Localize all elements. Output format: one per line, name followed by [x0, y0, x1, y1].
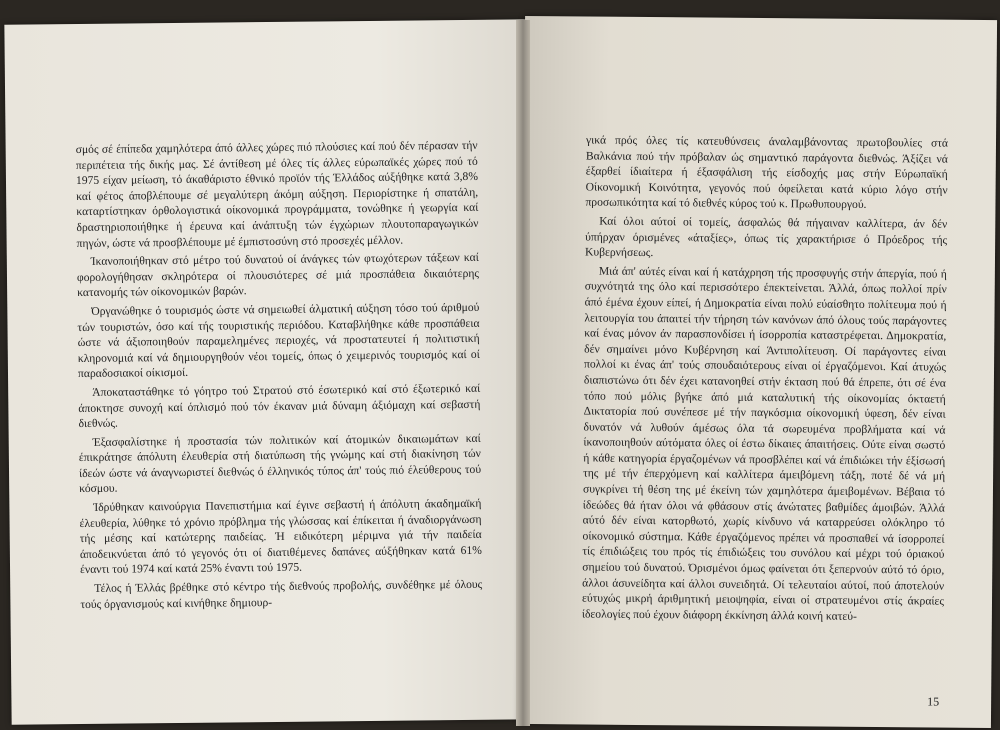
paragraph: Ίδρύθηκαν καινούργια Πανεπιστήμια καί έγινε σεβαστή ή άπόλυτη άκαδημαϊκή έλευθερία, λύθηκε τό χρόνιο πρόβλημα τής γλώσσας καί έπίκειται ή άναδιοργάνωση τής μέσης καί κατώτερης παιδείας. Ή ειδικότερη μέριμνα γιά τήν παιδεία άποδεικνύεται άπό τό γεγονός ότι οί διατιθέμενες δαπάνες αύξήθηκαν κατά 61% έναντι τού 1974 καί κατά 25% έναντι τού 1975. [79, 496, 482, 577]
right-page [519, 16, 997, 728]
page-number: 15 [927, 694, 940, 709]
paragraph: Μιά άπ' αύτές είναι καί ή κατάχρηση τής προσφυγής στήν άπεργία, πού ή συχνότητά της όλο καί περισσότερο έπεκτείνεται. Άλλά, όπως πολλοί πρίν άπό έμένα έχουν είπεί, ή Δημοκρατία είναι πολύ εύαίσθητο πολίτευμα πού ή λειτουργία του άπαιτεί τήν τήρηση τών κανόνων άπό όλους τούς παράγοντες καί ένας μόνον άν παρασπονδίσει ή ίσορροπία καταστρέφεται. Δημοκρατία, δέν σημαίνει μόνο Κυβέρνηση καί Άντιπολίτευση. Οί παράγοντες είναι πολλοί κι ένας άπ' τούς σπουδαιότερους είναι οί έργαζόμενοι. Καί άτυχώς διαπιστώνω ότι δέν έχει κατανοηθεί στήν έκταση πού θά έπρεπε, ότι σέ ένα τόπο πού μόλις βγήκε άπό μιά καταλυτική τής οίκονομίας όκταετή Δικτατορία πού συνέπεσε μέ τήν παγκόσμια οίκονομική ύφεση, δέν είναι δυνατόν νά λυθούν άμέσως όλα τά σωρευμένα προβλήματα καί νά ίκανοποιηθούν αύτόματα όλες οί έστω δίκαιες άπαιτήσεις. Ούτε είναι σωστό ή κάθε κατηγορία έργαζομένων νά προσβλέπει καί νά έπιδιώκει τήν έξίσωσή της μέ τήν έπερχόμενη καί καλλίτερα άμειβόμενη τάξη, ποτέ δέ νά μή συγκρίνει τή θέση της μέ έκείνη τών χαμηλότερα άμειβομένων. Βέβαια τό ίδεώδες θά ήταν όλοι νά φθάσουν στίς άνώτατες βαθμίδες άμοιβών. Άλλά αύτό δέν είναι κατορθωτό, χωρίς κίνδυνο νά καταρρεύσει ολόκληρο τό οίκονομικό σύστημα. Κάθε έργαζόμενος πρέπει νά προσπαθεί νά ίσορροπεί τίς έπιδιώξεις του πρός τίς έπιδιώξεις του συνόλου καί μέχρι τού όριακού σημείου τού δυνατού. Όρισμένοι όμως φαίνεται ότι ξεπερνούν αύτό τό όριο, άλλοι άσυνείδητα καί άλλοι συνειδητά. Οί τελευταίοι αύτοί, πού άποτελούν εύτυχώς μικρή άριθμητική μειοψηφία, είναι οί στρατευμένοι στίς άκραίες ίδεολογίες πού έχουν διάφορη έκκίνηση άλλά κοινή κατεύ- [581, 264, 947, 623]
paragraph: Ίκανοποιήθηκαν στό μέτρο τού δυνατού οί άνάγκες τών φτωχότερων τάξεων καί φορολογήθησαν σκληρότερα οί πλουσιότερες σέ μιά προσπάθεια δικαιότερης κατανομής τών οίκονομικών βαρών. [76, 250, 480, 300]
paragraph: Όργανώθηκε ό τουρισμός ώστε νά σημειωθεί άλματική αύξηση τόσο τού άριθμού τών τουριστών, όσο καί τής τουριστικής περιόδου. Καταβλήθηκε κάθε προσπάθεια ώστε νά άξιοποιηθούν παραμελημένες περιοχές, νά προστατευτεί ή πολιτιστική κληρονομιά καί νά δημιουργηθούν νέοι τομείς, όπως ό χειμερινός τουρισμός καί οί παραδοσιακοί οίκισμοί. [77, 300, 480, 381]
paragraph: Άποκαταστάθηκε τό γόητρο τού Στρατού στό έσωτερικό καί στό έξωτερικό καί άποκτησε συνοχή καί όπλισμό πού τόν έκαναν μιά δύναμη άξιόμαχη καί σεβαστή διεθνώς. [78, 381, 481, 431]
paragraph: γικά πρός όλες τίς κατευθύνσεις άναλαμβάνοντας πρωτοβουλίες στά Βαλκάνια πού τήν πρόβαλαν ώς σημαντικό παράγοντα διεθνώς. Άξίζει νά έξαρθεί ίδιαίτερα ή έξασφάλιση τής είσδοχής μας στήν Εύρωπαϊκή Οίκονομική Κοινότητα, γεγονός πού όφείλεται κατά κύριο λόγο στήν προσωπικότητα καί τό διεθνές κύρος τού κ. Πρωθυπουργού. [585, 133, 949, 212]
right-page-text [582, 132, 948, 628]
paragraph: Τέλος ή Έλλάς βρέθηκε στό κέντρο τής διεθνούς προβολής, συνδέθηκε μέ όλους τούς όργανισμούς καί κινήθηκε δημιουρ- [80, 577, 483, 611]
left-page-text [76, 138, 483, 615]
paragraph: σμός σέ έπίπεδα χαμηλότερα άπό άλλες χώρες πιό πλούσιες καί πού δέν πέρασαν τήν περιπέτεια τής δικής μας. Σέ άντίθεση μέ όλες τίς άλλες εύρωπαϊκές χώρες πού τό 1975 είχαν μείωση, τό άκαθάριστο έθνικό προϊόν τής Έλλάδος αύξήθηκε κατά 3,8% καί φέτος άποβλέπουμε σέ μεγαλύτερη άκόμη αύξηση. Περιορίστηκε ή σπατάλη, καταρτίστηκαν όρθολογιστικά οίκονομικά προγράμματα, τονώθηκε ή γεωργία καί δραστηριοποιήθηκε ή έρευνα καί άνάπτυξη τών έγχώριων πλουτοπαραγωγικών πηγών, ώστε νά προσβλέπουμε μέ έμπιστοσύνη στό προσεχές μέλλον. [75, 138, 479, 250]
paragraph: Έξασφαλίστηκε ή προστασία τών πολιτικών καί άτομικών δικαιωμάτων καί έπικράτησε άπόλυτη έλευθερία στή διατύπωση τής γνώμης καί στή διακίνηση τών ίδεών ώστε νά άναγνωριστεί διεθνώς ό έλληνικός τύπος άπ' τούς πιό έλεύθερους τού κόσμου. [78, 431, 482, 496]
book-spine [516, 20, 530, 726]
paragraph: Καί όλοι αύτοί οί τομείς, άσφαλώς θά πήγαιναν καλλίτερα, άν δέν ύπήρχαν όρισμένες «άταξίες», όπως τίς χαρακτήρισε ό Πρόεδρος τής Κυβερνήσεως. [584, 214, 948, 260]
left-page [4, 19, 541, 725]
